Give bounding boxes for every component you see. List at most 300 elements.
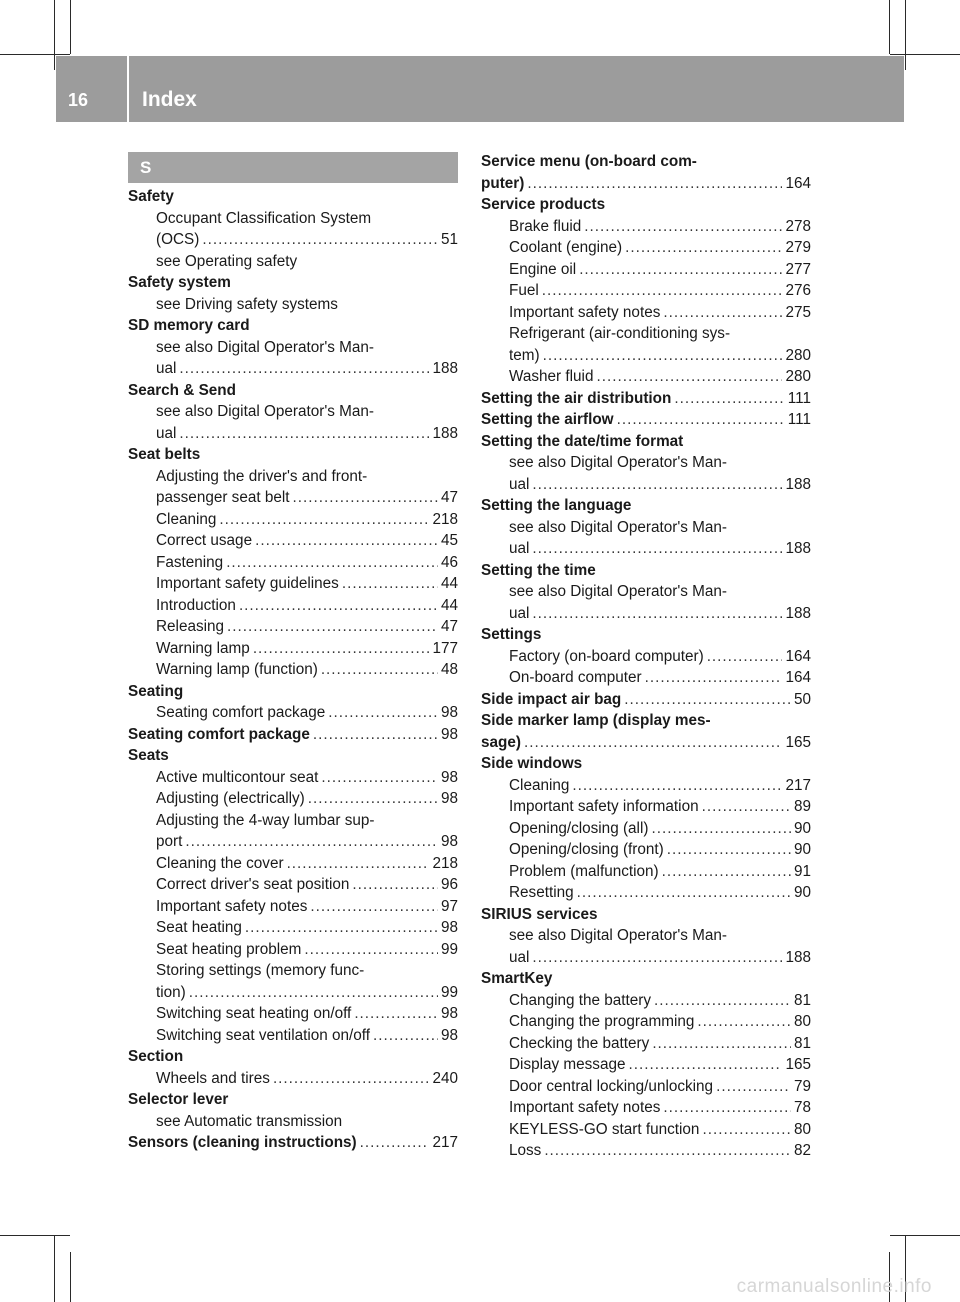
entry-label: Display message [509,1056,626,1073]
entry-label: Sensors (cleaning instructions) [128,1134,357,1151]
page-ref: 111 [787,411,811,428]
page-ref: 90 [793,819,811,837]
index-term[interactable] [128,186,458,208]
index-subentry[interactable] [128,810,458,832]
dot-leader [532,603,782,625]
page-ref: 217 [432,1134,458,1151]
index-term[interactable] [128,444,458,466]
entry-label: Door central locking/unlocking [509,1077,714,1095]
page-ref: 164 [785,647,811,665]
index-subentry[interactable] [481,280,811,302]
page-ref: 90 [793,841,811,858]
page-ref: 98 [440,919,458,936]
index-subentry[interactable] [128,552,458,574]
dot-leader [321,767,438,789]
index-subentry[interactable] [128,530,458,552]
entry-label: ual [156,424,177,442]
index-subentry[interactable] [481,259,811,281]
entry-label: Seating comfort package [128,725,310,743]
entry-label: port [156,833,183,850]
entry-label: see Operating safety [156,252,298,270]
page-ref: 277 [785,260,811,278]
entry-label: Opening/closing (front) [509,841,664,858]
index-subentry[interactable] [128,229,458,251]
page-ref: 188 [785,948,811,966]
dot-leader [527,173,782,195]
dot-leader [313,724,438,746]
index-subentry[interactable] [481,302,811,324]
page-ref: 188 [785,475,811,493]
dot-leader [304,939,438,961]
entry-label: (OCS) [156,231,200,248]
entry-label: Switching seat ventilation on/off [156,1026,371,1044]
index-term[interactable] [481,753,811,775]
index-subentry[interactable] [128,788,458,810]
page-ref: 80 [793,1013,811,1030]
dot-leader [253,638,430,660]
entry-label: Fastening [156,553,224,571]
dot-leader [532,474,782,496]
page-ref: 79 [793,1077,811,1095]
page-ref: 44 [440,596,458,614]
page-ref: 276 [785,282,811,299]
page-ref: 45 [440,532,458,549]
index-subentry[interactable] [128,466,458,488]
dot-leader [628,1054,782,1076]
page-ref: 98 [440,790,458,807]
index-subentry[interactable] [481,839,811,861]
index-subentry[interactable] [481,947,811,969]
index-term[interactable] [481,194,811,216]
index-subentry[interactable] [128,960,458,982]
page-number: 16 [68,90,89,110]
index-subentry[interactable] [128,358,458,380]
index-subentry[interactable] [128,294,458,316]
page-ref: 188 [785,540,811,557]
entry-label: KEYLESS-GO start function [509,1120,700,1138]
index-term[interactable] [128,745,458,767]
dot-leader [245,917,438,939]
dot-leader [697,1011,791,1033]
entry-label: Changing the programming [509,1013,695,1030]
entry-label: Switching seat heating on/off [156,1005,352,1022]
index-subentry[interactable] [481,517,811,539]
dot-leader [226,552,438,574]
dot-leader [532,538,782,560]
crop-mark [54,1236,55,1302]
entry-label: Loss [509,1142,542,1159]
dot-leader [202,229,438,251]
dot-leader [321,659,438,681]
entry-label: Coolant (engine) [509,239,623,256]
index-term[interactable] [481,431,811,453]
index-subentry[interactable] [481,538,811,560]
index-subentry[interactable] [128,638,458,660]
dot-leader [542,280,783,302]
index-subentry[interactable] [481,1011,811,1033]
entry-label: SIRIUS services [481,905,598,923]
page-ref: 98 [440,768,458,786]
entry-label: Safety [128,188,174,205]
dot-leader [287,853,430,875]
index-subentry[interactable] [128,423,458,445]
entry-label: Seating [128,682,184,700]
dot-leader [652,1033,791,1055]
dot-leader [663,302,782,324]
index-term[interactable] [128,681,458,703]
index-subentry[interactable] [128,896,458,918]
entry-label: Seats [128,747,169,764]
entry-label: ual [156,360,177,377]
index-entries [481,151,811,1162]
dot-leader [273,1068,430,1090]
page-ref: 98 [440,1026,458,1044]
index-term[interactable] [128,1132,458,1154]
entry-label: Adjusting (electrically) [156,790,305,807]
entry-label: ual [509,948,530,966]
index-term[interactable] [128,1089,458,1111]
entry-label: Engine oil [509,260,577,278]
entry-label: Important safety notes [509,1099,661,1116]
index-subentry[interactable] [481,861,811,883]
entry-label: Changing the battery [509,991,652,1009]
page-ref: 188 [432,424,458,442]
dot-leader [543,345,783,367]
page-ref: 188 [432,360,458,377]
page-ref: 46 [440,553,458,571]
crop-mark [889,0,890,54]
dot-leader [674,388,784,410]
index-subentry[interactable] [128,595,458,617]
index-subentry[interactable] [481,796,811,818]
index-subentry[interactable] [481,474,811,496]
dot-leader [532,947,782,969]
index-subentry[interactable] [128,487,458,509]
index-subentry[interactable] [128,337,458,359]
page-ref: 99 [440,940,458,958]
dot-leader [179,358,429,380]
entry-label: Factory (on-board computer) [509,647,704,665]
index-subentry[interactable] [128,616,458,638]
entry-label: sage) [481,733,521,751]
entry-label: see also Digital Operator's Man- [156,403,375,420]
index-entries [128,186,458,1154]
index-subentry[interactable] [481,452,811,474]
entry-label: puter) [481,174,525,192]
dot-leader [662,861,791,883]
dot-leader [579,259,782,281]
dot-leader [179,423,429,445]
entry-label: Checking the battery [509,1034,650,1052]
dot-leader [524,732,783,754]
entry-label: Safety system [128,274,231,291]
entry-label: Adjusting the driver's and front- [156,467,368,485]
page-ref: 82 [793,1142,811,1159]
index-subentry[interactable] [128,509,458,531]
entry-label: tion) [156,983,186,1001]
page-ref: 218 [432,854,458,872]
index-subentry[interactable] [481,581,811,603]
crop-mark [70,1252,71,1302]
index-subentry[interactable] [128,1025,458,1047]
page-ref: 164 [785,174,811,192]
index-subentry[interactable] [481,366,811,388]
index-term[interactable] [481,388,811,410]
entry-label: see Automatic transmission [156,1112,343,1130]
crop-mark [905,0,906,70]
letter-heading: S [128,152,458,183]
index-term[interactable] [128,272,458,294]
page-ref: 165 [785,733,811,751]
index-subentry[interactable] [481,603,811,625]
entry-label: Service menu (on-board com- [481,153,697,170]
page-ref: 90 [793,884,811,901]
entry-label: Important safety information [509,798,699,815]
dot-leader [596,366,782,388]
page-ref: 98 [440,833,458,850]
index-subentry[interactable] [481,646,811,668]
entry-label: Opening/closing (all) [509,819,649,837]
index-term[interactable] [128,1046,458,1068]
dot-leader [651,818,791,840]
page-ref: 279 [785,239,811,256]
dot-leader [227,616,438,638]
entry-label: Warning lamp [156,639,250,657]
entry-label: see also Digital Operator's Man- [509,583,728,600]
page-ref: 89 [793,798,811,815]
entry-label: Wheels and tires [156,1069,270,1087]
entry-label: Selector lever [128,1091,229,1108]
entry-label: Seating comfort package [156,704,326,721]
index-column-right [481,151,811,1162]
entry-label: Seat belts [128,446,201,463]
dot-leader [654,990,791,1012]
entry-label: Setting the language [481,497,632,514]
page-ref: 78 [793,1099,811,1116]
entry-label: Setting the air distribution [481,389,672,407]
index-term[interactable] [128,315,458,337]
entry-label: Side windows [481,755,583,772]
entry-label: see Driving safety systems [156,295,338,313]
index-subentry[interactable] [128,401,458,423]
index-subentry[interactable] [481,1097,811,1119]
dot-leader [577,882,791,904]
dot-leader [308,788,438,810]
entry-label: Cleaning the cover [156,854,284,872]
index-subentry[interactable] [128,939,458,961]
entry-label: Important safety notes [509,303,661,321]
index-term[interactable] [481,495,811,517]
entry-label: Side impact air bag [481,690,622,708]
page-title: Index [142,88,197,111]
index-subentry[interactable] [481,818,811,840]
index-subentry[interactable] [481,1033,811,1055]
index-term[interactable] [481,151,811,173]
entry-label: Cleaning [509,776,570,794]
entry-label: see also Digital Operator's Man- [156,338,375,356]
index-subentry[interactable] [481,237,811,259]
dot-leader [189,982,438,1004]
index-term[interactable] [481,904,811,926]
index-subentry[interactable] [128,831,458,853]
dot-leader [360,1132,430,1154]
page-ref: 98 [440,704,458,721]
page-ref: 280 [785,346,811,364]
dot-leader [645,667,783,689]
entry-label: Important safety guidelines [156,575,339,592]
entry-label: Refrigerant (air-conditioning sys- [509,325,731,342]
dot-leader [342,573,438,595]
entry-label: passenger seat belt [156,489,290,506]
page-ref: 91 [793,862,811,880]
page-ref: 165 [785,1056,811,1073]
page-ref: 98 [440,1005,458,1022]
dot-leader [624,689,791,711]
entry-label: see also Digital Operator's Man- [509,518,728,536]
page-ref: 96 [440,876,458,893]
index-term[interactable] [481,689,811,711]
page-ref: 48 [440,661,458,678]
index-subentry[interactable] [128,982,458,1004]
index-term[interactable] [481,560,811,582]
entry-label: Occupant Classification System [156,209,372,227]
page-ref: 50 [793,690,811,708]
crop-mark [54,0,55,70]
crop-mark [0,1235,70,1236]
entry-label: Adjusting the 4-way lumbar sup- [156,811,375,829]
entry-label: see also Digital Operator's Man- [509,927,728,944]
index-subentry[interactable] [128,251,458,273]
entry-label: On-board computer [509,669,642,686]
entry-label: Setting the airflow [481,411,614,428]
entry-label: Section [128,1048,184,1065]
page-ref: 275 [785,303,811,321]
entry-label: Resetting [509,884,574,901]
entry-label: Setting the date/time format [481,432,684,450]
index-column-left [128,151,458,1154]
crop-mark [890,1235,960,1236]
entry-label: ual [509,604,530,622]
index-subentry[interactable] [481,925,811,947]
dot-leader [667,839,791,861]
entry-label: ual [509,540,530,557]
dot-leader [702,796,791,818]
index-subentry[interactable] [128,1068,458,1090]
index-term[interactable] [481,624,811,646]
crop-mark [890,54,960,55]
index-subentry[interactable] [128,767,458,789]
index-subentry[interactable] [481,345,811,367]
entry-label: Fuel [509,282,539,299]
index-subentry[interactable] [128,853,458,875]
dot-leader [255,530,438,552]
entry-label: Correct driver's seat position [156,876,350,893]
page-ref: 278 [785,217,811,235]
index-subentry[interactable] [128,208,458,230]
page-ref: 111 [787,389,811,407]
entry-label: Releasing [156,618,225,635]
index-subentry[interactable] [128,1003,458,1025]
index-subentry[interactable] [128,573,458,595]
entry-label: Side marker lamp (display mes- [481,712,711,729]
entry-label: see also Digital Operator's Man- [509,454,728,471]
entry-label: Storing settings (memory func- [156,962,365,979]
page-ref: 98 [440,725,458,743]
index-term[interactable] [481,710,811,732]
index-subentry[interactable] [128,874,458,896]
entry-label: Seat heating problem [156,940,302,958]
entry-label: Washer fluid [509,368,594,385]
index-subentry[interactable] [128,702,458,724]
index-subentry[interactable] [481,1119,811,1141]
entry-label: Brake fluid [509,217,582,235]
crop-mark [70,0,71,54]
index-subentry[interactable] [481,216,811,238]
index-subentry[interactable] [481,1054,811,1076]
dot-leader [716,1076,791,1098]
dot-leader [373,1025,438,1047]
dot-leader [239,595,438,617]
index-subentry[interactable] [481,882,811,904]
index-subentry[interactable] [128,917,458,939]
entry-label: Seat heating [156,919,242,936]
index-term[interactable] [128,380,458,402]
entry-label: tem) [509,346,540,364]
entry-label: Correct usage [156,532,253,549]
index-subentry[interactable] [481,1140,811,1162]
dot-leader [584,216,782,238]
entry-label: Setting the time [481,561,596,579]
dot-leader [617,409,785,431]
entry-label: SmartKey [481,970,553,987]
index-term[interactable] [481,732,811,754]
dot-leader [185,831,438,853]
entry-label: Search & Send [128,381,236,399]
entry-label: Active multicontour seat [156,768,319,786]
page-ref: 177 [432,639,458,657]
entry-label: Service products [481,196,606,213]
dot-leader [625,237,782,259]
index-subentry[interactable] [481,1076,811,1098]
dot-leader [707,646,783,668]
index-term[interactable] [481,409,811,431]
page-ref: 280 [785,368,811,385]
index-term[interactable] [128,724,458,746]
entry-label: Cleaning [156,510,217,528]
index-subentry[interactable] [128,659,458,681]
index-term[interactable] [481,173,811,195]
dot-leader [219,509,429,531]
page-ref: 51 [440,231,458,248]
index-subentry[interactable] [481,667,811,689]
page-ref: 81 [793,1034,811,1052]
dot-leader [354,1003,438,1025]
entry-label: Problem (malfunction) [509,862,659,880]
index-term[interactable] [481,968,811,990]
entry-label: Warning lamp (function) [156,661,318,678]
dot-leader [310,896,438,918]
index-subentry[interactable] [481,323,811,345]
page-ref: 99 [440,983,458,1001]
index-subentry[interactable] [128,1111,458,1133]
index-subentry[interactable] [481,775,811,797]
dot-leader [352,874,438,896]
page-ref: 218 [432,510,458,528]
index-subentry[interactable] [481,990,811,1012]
page-ref: 164 [785,669,811,686]
page-ref: 44 [440,575,458,592]
dot-leader [544,1140,791,1162]
